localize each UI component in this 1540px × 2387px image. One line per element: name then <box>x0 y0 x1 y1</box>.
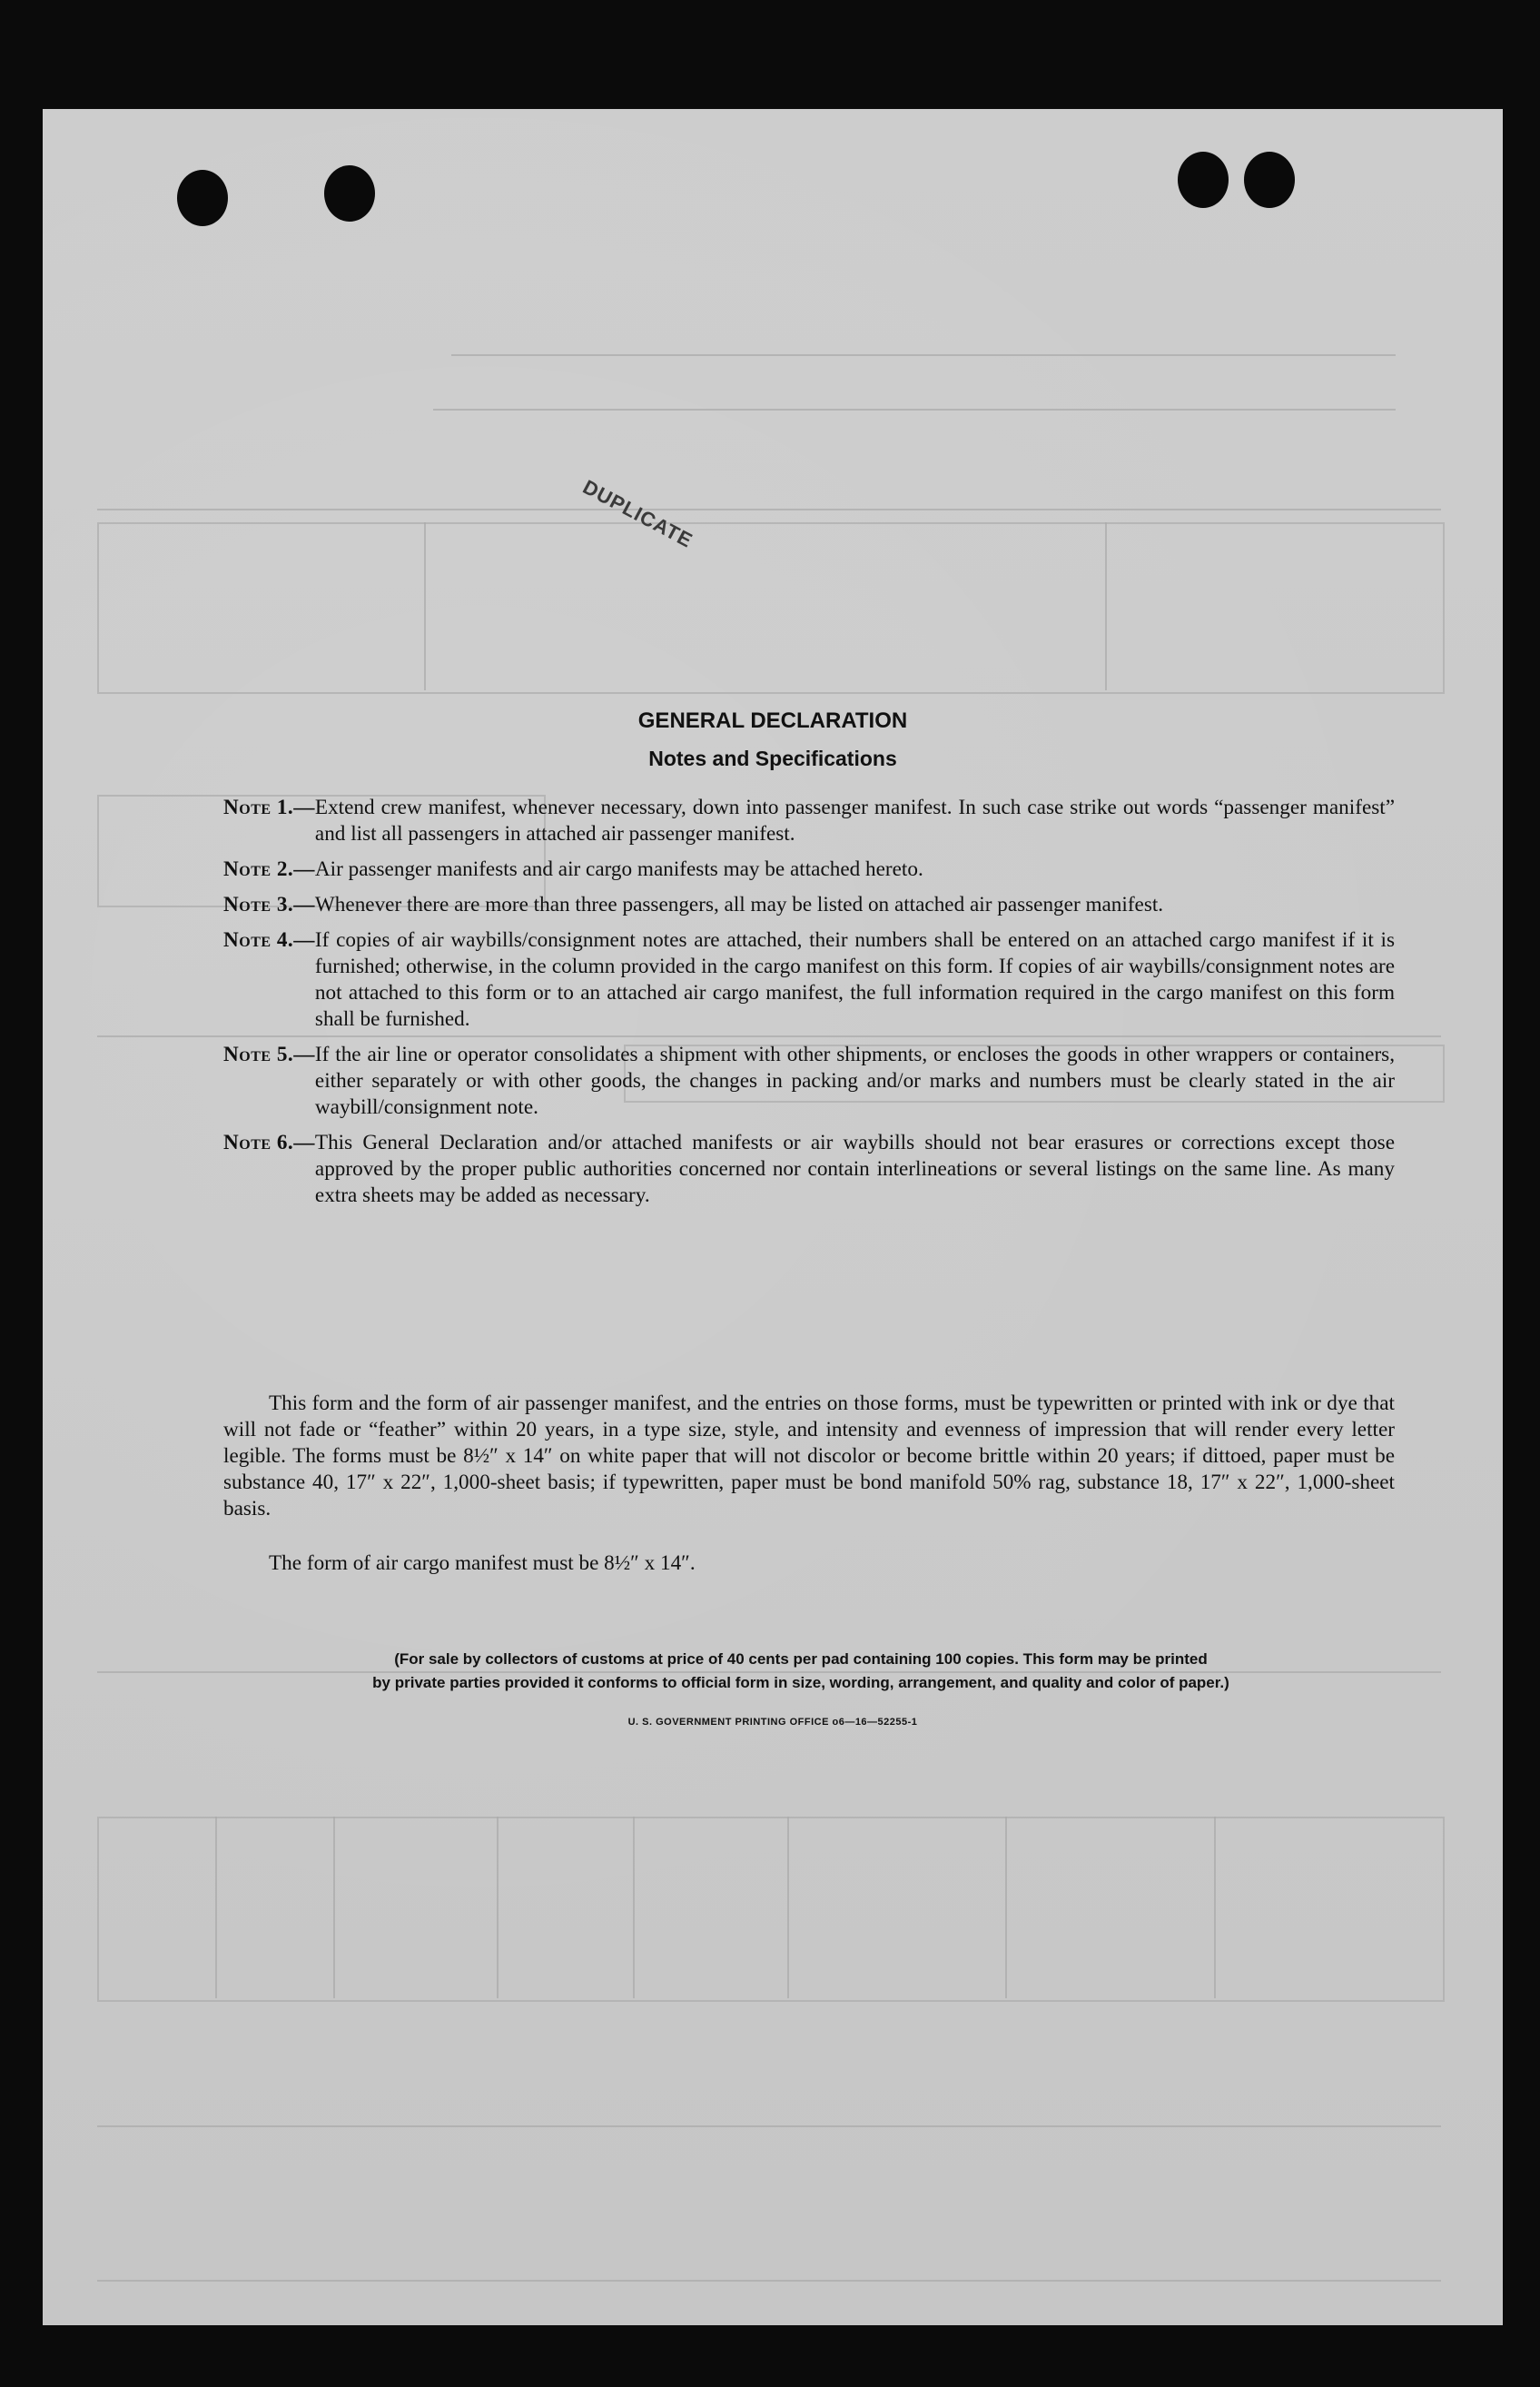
sale-notice-line-1: (For sale by collectors of customs at price of 40 cents per pad containing 100 copies. This form may be printed <box>394 1650 1208 1668</box>
bleed-through-line <box>1105 522 1107 690</box>
note-text: Extend crew manifest, whenever necessary, down into passenger manifest. In such case strike out words “passenger manifest” and list all passengers in attached air passenger manifest. <box>314 796 1395 846</box>
bleed-through-line <box>1214 1817 1216 1998</box>
note-1 <box>223 795 1395 847</box>
note-2 <box>223 857 1395 883</box>
bleed-through-line <box>633 1817 635 1998</box>
bleed-through-itinerary-table <box>97 522 1445 694</box>
note-6 <box>223 1130 1395 1209</box>
duplicate-stamp-text: DUPLICATE <box>578 475 697 552</box>
page-subtitle: Notes and Specifications <box>648 747 897 770</box>
note-text: Air passenger manifests and air cargo manifests may be attached hereto. <box>314 857 923 881</box>
punch-hole-far-right <box>1244 152 1295 208</box>
specifications-paragraph: This form and the form of air passenger manifest, and the entries on those forms, must be typewritten or printed with ink or dye that will not fade or “feather” within 20 years, in a type size, style, and intensity and evenness of impression that will render every letter legible. The forms must be 8½″ x 14″ on white paper that will not discolor or become brittle within 20 years; if dittoed, paper must be substance 40, 17″ x 22″, 1,000-sheet basis; if typewritten, paper must be bond manifold 50% rag, substance 18, 17″ x 22″, 1,000-sheet basis. <box>223 1392 1395 1520</box>
sale-notice-line-2: by private parties provided it conforms to official form in size, wording, arrangement, and quality and color of paper.) <box>372 1674 1229 1691</box>
bleed-through-line <box>497 1817 499 1998</box>
note-text: If copies of air waybills/consignment notes are attached, their numbers shall be entered on an attached cargo manifest if it is furnished; otherwise, in the column provided in the cargo manifest on this form. If copies of air waybills/consignment notes are not attached to this form or to an attached air cargo manifest, the full information required in the cargo manifest on this form shall be furnished. <box>314 928 1395 1031</box>
note-label: Note 5.— <box>223 1043 315 1066</box>
bleed-through-line <box>97 2280 1441 2282</box>
note-text: If the air line or operator consolidates a shipment with other shipments, or encloses the goods in other wrappers or containers, either separately or with other goods, the changes in packing and/or marks and numbers must be clearly stated in the air waybill/consignment note. <box>314 1043 1395 1119</box>
printing-office-line: U. S. GOVERNMENT PRINTING OFFICE o6—16—52255-1 <box>627 1717 918 1728</box>
punch-hole-left <box>177 170 228 226</box>
bleed-through-line <box>1005 1817 1007 1998</box>
note-label: Note 2.— <box>223 857 315 881</box>
note-label: Note 3.— <box>223 893 315 916</box>
page-title: GENERAL DECLARATION <box>637 708 908 733</box>
sale-notice <box>206 1648 1396 1695</box>
note-4 <box>223 927 1395 1033</box>
bleed-through-line <box>215 1817 217 1998</box>
note-label: Note 1.— <box>223 796 315 819</box>
punch-hole-center <box>324 165 375 222</box>
note-text: This General Declaration and/or attached manifests or air waybills should not bear erasures or corrections except those approved by the proper public authorities concerned nor contain interlineations or several listings on the same line. As many extra sheets may be added as necessary. <box>314 1131 1395 1207</box>
bleed-through-line <box>97 509 1441 510</box>
bleed-through-line <box>333 1817 335 1998</box>
bleed-through-line <box>451 354 1396 356</box>
bleed-through-line <box>787 1817 789 1998</box>
bleed-through-line <box>97 2125 1441 2127</box>
bleed-through-line <box>433 409 1396 411</box>
notes-list <box>223 795 1395 1218</box>
note-text: Whenever there are more than three passengers, all may be listed on attached air passenger manifest. <box>314 893 1164 916</box>
bleed-through-line <box>424 522 426 690</box>
note-5 <box>223 1042 1395 1121</box>
note-label: Note 6.— <box>223 1131 315 1154</box>
document-page <box>43 109 1503 2325</box>
note-3 <box>223 892 1395 918</box>
bleed-through-cargo-table <box>97 1817 1445 2002</box>
punch-hole-right <box>1178 152 1229 208</box>
cargo-manifest-size-line: The form of air cargo manifest must be 8½″ x 14″. <box>269 1551 696 1575</box>
note-label: Note 4.— <box>223 928 315 952</box>
